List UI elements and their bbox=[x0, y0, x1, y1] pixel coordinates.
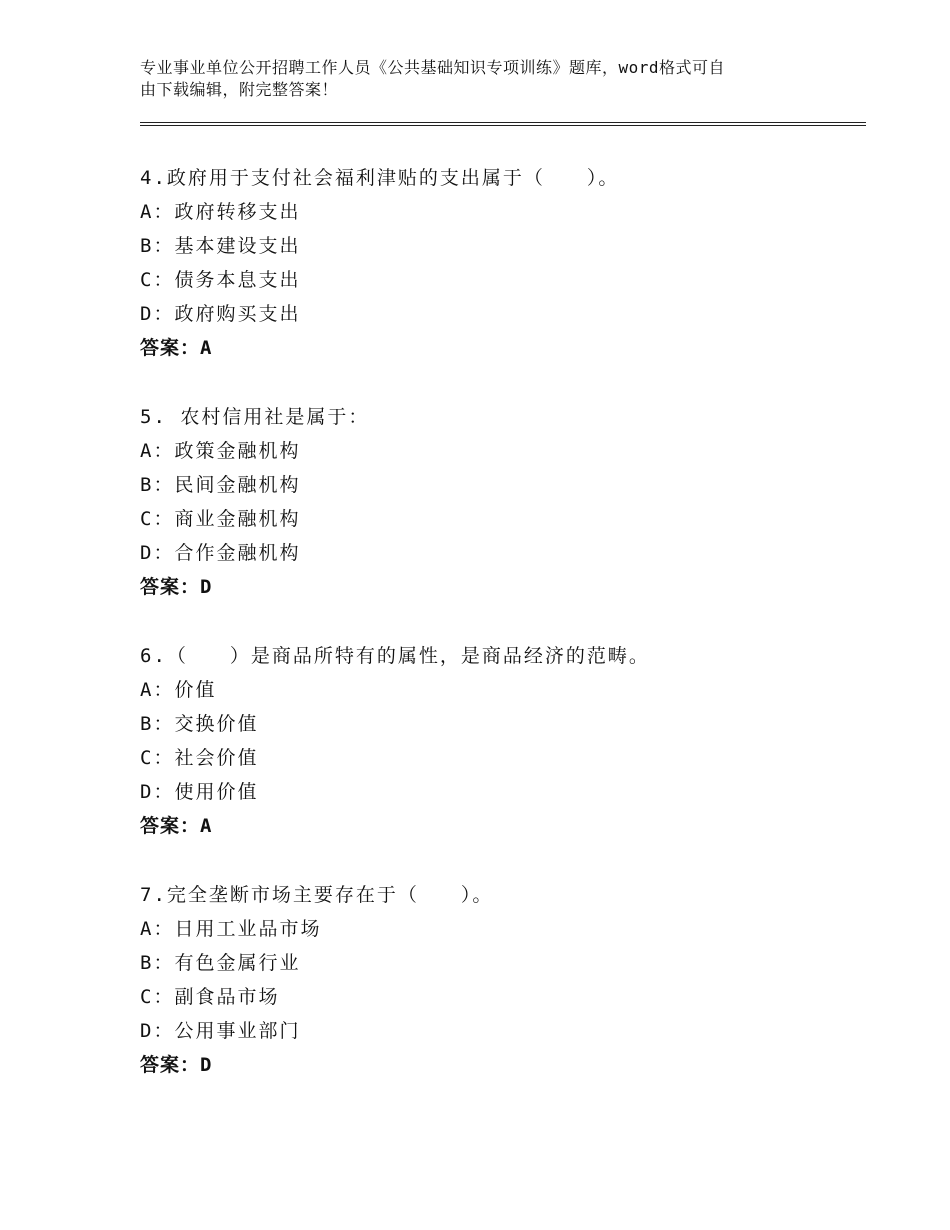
option-d: D：使用价值 bbox=[140, 781, 259, 803]
option-a: A：政策金融机构 bbox=[140, 440, 301, 462]
option-a: A：政府转移支出 bbox=[140, 201, 301, 223]
option-d: D：政府购买支出 bbox=[140, 303, 301, 325]
answer-line bbox=[140, 1048, 860, 1082]
option-b: B：交换价值 bbox=[140, 713, 259, 735]
option-c: C：商业金融机构 bbox=[140, 508, 301, 530]
answer-value: D bbox=[200, 1054, 212, 1076]
question-6 bbox=[140, 639, 860, 843]
option-d: D：合作金融机构 bbox=[140, 542, 301, 564]
option-c: C：副食品市场 bbox=[140, 986, 280, 1008]
answer-label: 答案： bbox=[140, 1054, 201, 1076]
header-line-1: 专业事业单位公开招聘工作人员《公共基础知识专项训练》题库，word格式可自 bbox=[140, 58, 726, 77]
answer-label: 答案： bbox=[140, 815, 201, 837]
answer-line bbox=[140, 331, 860, 365]
option-b: B：基本建设支出 bbox=[140, 235, 301, 257]
header-line-2: 由下载编辑，附完整答案！ bbox=[140, 80, 339, 99]
question-stem: 5. 农村信用社是属于： bbox=[140, 406, 370, 428]
answer-value: A bbox=[200, 337, 212, 359]
option-c: C：债务本息支出 bbox=[140, 269, 301, 291]
question-stem: 4.政府用于支付社会福利津贴的支出属于（ ）。 bbox=[140, 167, 620, 189]
document-header bbox=[140, 57, 820, 101]
answer-line bbox=[140, 809, 860, 843]
question-4 bbox=[140, 161, 860, 365]
header-divider-top bbox=[140, 122, 866, 123]
question-stem: 6.（ ）是商品所特有的属性，是商品经济的范畴。 bbox=[140, 645, 650, 667]
question-7 bbox=[140, 878, 860, 1082]
option-a: A：日用工业品市场 bbox=[140, 918, 322, 940]
answer-label: 答案： bbox=[140, 337, 201, 359]
header-divider-bottom bbox=[140, 125, 866, 126]
answer-value: A bbox=[200, 815, 212, 837]
option-d: D：公用事业部门 bbox=[140, 1020, 301, 1042]
answer-label: 答案： bbox=[140, 576, 201, 598]
answer-value: D bbox=[200, 576, 212, 598]
option-b: B：有色金属行业 bbox=[140, 952, 301, 974]
option-b: B：民间金融机构 bbox=[140, 474, 301, 496]
answer-line bbox=[140, 570, 860, 604]
option-c: C：社会价值 bbox=[140, 747, 259, 769]
option-a: A：价值 bbox=[140, 679, 217, 701]
question-5 bbox=[140, 400, 860, 604]
question-stem: 7.完全垄断市场主要存在于（ ）。 bbox=[140, 884, 494, 906]
